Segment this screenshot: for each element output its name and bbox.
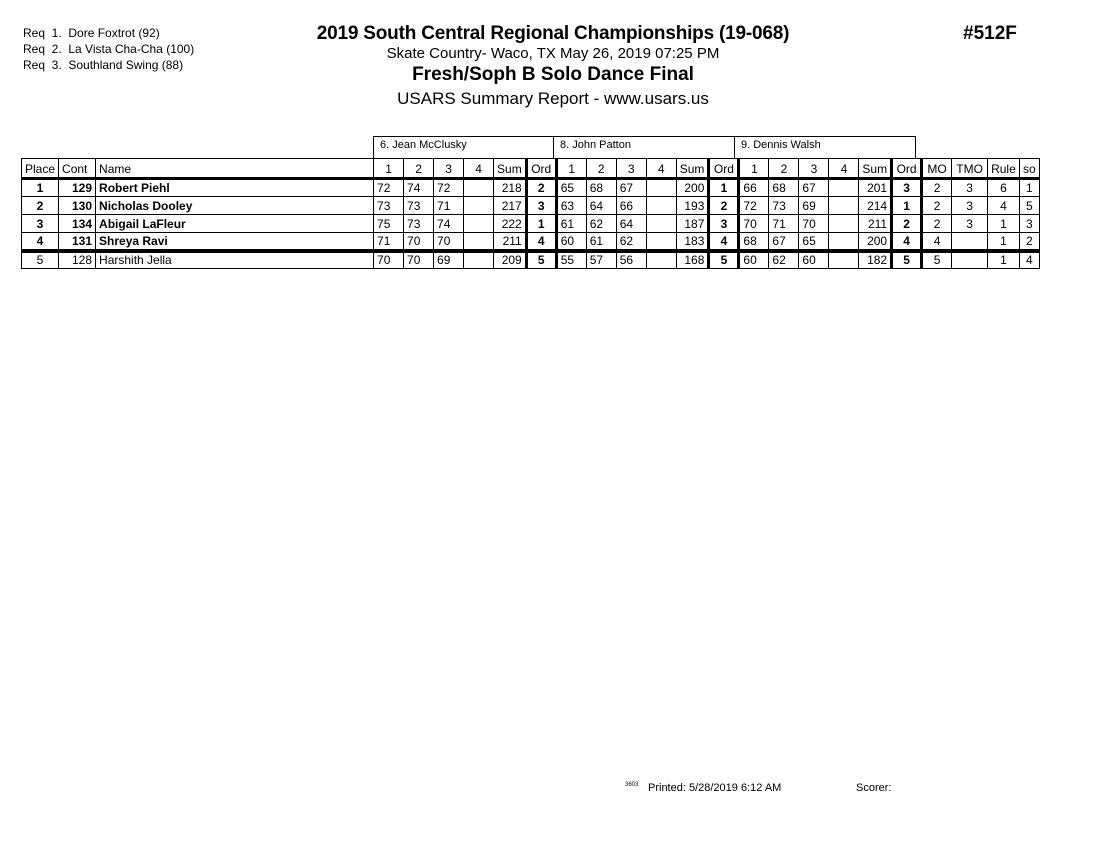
rule-cell: 1 [988,233,1020,251]
col-name: Name [96,159,374,179]
judge1-sum: 222 [494,215,527,233]
judge1-score2: 74 [404,179,434,197]
so-cell: 2 [1019,233,1039,251]
judge1-ordinal: 4 [526,233,556,251]
judge1-score2: 70 [404,251,434,269]
judge3-score4 [829,233,859,251]
judge1-score1: 72 [374,179,404,197]
judge2-sum: 183 [676,233,709,251]
col-rule: Rule [988,159,1020,179]
col-j2-s2: 2 [586,159,616,179]
judge1-score2: 73 [404,197,434,215]
col-place: Place [22,159,59,179]
judge-header-1: 6. Jean McClusky [373,136,554,158]
judge1-score3: 74 [434,215,464,233]
report-title: USARS Summary Report - www.usars.us [397,89,709,108]
judge1-score2: 73 [404,215,434,233]
tmo-cell: 3 [952,197,988,215]
judge2-ordinal: 4 [709,233,739,251]
judge1-sum: 209 [494,251,527,269]
judge2-score3: 56 [616,251,646,269]
judge1-ordinal: 2 [526,179,556,197]
judge2-sum: 168 [676,251,709,269]
mo-cell: 2 [922,215,952,233]
judge3-score3: 65 [799,233,829,251]
judge3-score1: 72 [739,197,769,215]
cont-cell: 131 [59,233,96,251]
judge2-score2: 57 [586,251,616,269]
col-j2-sum: Sum [676,159,709,179]
col-j2-s4: 4 [646,159,676,179]
judge1-sum: 211 [494,233,527,251]
col-mo: MO [922,159,952,179]
judge1-ordinal: 5 [526,251,556,269]
judge3-ordinal: 5 [892,251,922,269]
judge1-score3: 72 [434,179,464,197]
judge1-score1: 73 [374,197,404,215]
judge1-score4 [464,251,494,269]
place-cell: 4 [22,233,59,251]
cont-cell: 129 [59,179,96,197]
judge3-score4 [829,251,859,269]
skater-name: Abigail LaFleur [96,215,374,233]
judge3-score2: 71 [769,215,799,233]
col-so: so [1019,159,1039,179]
judge1-sum: 218 [494,179,527,197]
judge2-score1: 61 [556,215,586,233]
judge3-sum: 200 [859,233,892,251]
judge1-score3: 69 [434,251,464,269]
judge2-score3: 67 [616,179,646,197]
rule-cell: 6 [988,179,1020,197]
printed-timestamp: Printed: 5/28/2019 6:12 AM [648,782,782,794]
judge1-score3: 70 [434,233,464,251]
judge1-score1: 70 [374,251,404,269]
judge3-sum: 182 [859,251,892,269]
judge2-ordinal: 2 [709,197,739,215]
col-j1-s3: 3 [434,159,464,179]
judge3-score1: 60 [739,251,769,269]
cont-cell: 128 [59,251,96,269]
judge3-score2: 67 [769,233,799,251]
judge3-sum: 201 [859,179,892,197]
skater-name: Nicholas Dooley [96,197,374,215]
judge3-score2: 62 [769,251,799,269]
place-cell: 5 [22,251,59,269]
competition-title: 2019 South Central Regional Championships (19-068) [316,23,790,44]
results-table [21,158,1040,269]
requirement-2: Req 2. La Vista Cha-Cha (100) [23,42,195,56]
judge2-score1: 60 [556,233,586,251]
col-tmo: TMO [952,159,988,179]
rule-cell: 1 [988,251,1020,269]
table-row [22,179,1040,197]
judge1-ordinal: 3 [526,197,556,215]
tmo-cell: 3 [952,179,988,197]
col-j1-s1: 1 [374,159,404,179]
judge3-ordinal: 1 [892,197,922,215]
judge2-score4 [646,179,676,197]
judge3-score3: 70 [799,215,829,233]
judge2-score1: 63 [556,197,586,215]
rule-cell: 1 [988,215,1020,233]
judge1-score2: 70 [404,233,434,251]
judge3-score4 [829,197,859,215]
mo-cell: 4 [922,233,952,251]
col-j1-s2: 2 [404,159,434,179]
col-cont: Cont [59,159,96,179]
mo-cell: 5 [922,251,952,269]
cont-cell: 134 [59,215,96,233]
judge1-score1: 75 [374,215,404,233]
judge2-score4 [646,233,676,251]
judge2-score4 [646,215,676,233]
scorer-label: Scorer: [856,782,892,794]
skater-name: Robert Piehl [96,179,374,197]
judge3-score1: 66 [739,179,769,197]
table-row [22,233,1040,251]
judge2-sum: 193 [676,197,709,215]
judge2-ordinal: 1 [709,179,739,197]
judge2-score2: 64 [586,197,616,215]
judge3-score2: 73 [769,197,799,215]
col-j1-s4: 4 [464,159,494,179]
judge-header-3: 9. Dennis Walsh [734,136,916,158]
judge2-score2: 61 [586,233,616,251]
venue-date: Skate Country- Waco, TX May 26, 2019 07:25 PM [386,45,720,62]
so-cell: 5 [1019,197,1039,215]
col-j3-sum: Sum [859,159,892,179]
judge2-score1: 55 [556,251,586,269]
cont-cell: 130 [59,197,96,215]
skater-name: Shreya Ravi [96,233,374,251]
col-j2-s3: 3 [616,159,646,179]
judge3-score4 [829,179,859,197]
requirements-list [23,25,194,73]
judge2-score4 [646,197,676,215]
col-j3-s2: 2 [769,159,799,179]
judge2-score4 [646,251,676,269]
place-cell: 2 [22,197,59,215]
table-row [22,251,1040,269]
so-cell: 4 [1019,251,1039,269]
judge2-sum: 187 [676,215,709,233]
mo-cell: 2 [922,197,952,215]
so-cell: 1 [1019,179,1039,197]
judge3-score3: 60 [799,251,829,269]
judge1-score4 [464,215,494,233]
judge1-score4 [464,197,494,215]
judge2-ordinal: 5 [709,251,739,269]
judge3-ordinal: 3 [892,179,922,197]
judge3-score4 [829,215,859,233]
table-row [22,197,1040,215]
requirement-3: Req 3. Southland Swing (88) [23,58,184,72]
col-j1-sum: Sum [494,159,527,179]
event-title: Fresh/Soph B Solo Dance Final [412,64,694,85]
judge3-ordinal: 4 [892,233,922,251]
judge1-ordinal: 1 [526,215,556,233]
judge1-score1: 71 [374,233,404,251]
requirement-1: Req 1. Dore Foxtrot (92) [23,26,160,40]
tmo-cell [952,233,988,251]
judge3-score3: 67 [799,179,829,197]
so-cell: 3 [1019,215,1039,233]
judge1-score4 [464,233,494,251]
tmo-cell: 3 [952,215,988,233]
col-j3-ord: Ord [892,159,922,179]
col-j1-ord: Ord [526,159,556,179]
judge2-score3: 62 [616,233,646,251]
judge3-score1: 70 [739,215,769,233]
rule-cell: 4 [988,197,1020,215]
judge1-score4 [464,179,494,197]
col-j2-s1: 1 [556,159,586,179]
col-j3-s4: 4 [829,159,859,179]
report-code: 3603 [625,782,639,788]
place-cell: 1 [22,179,59,197]
table-header-row [22,159,1040,179]
judge3-sum: 214 [859,197,892,215]
judge2-ordinal: 3 [709,215,739,233]
judge3-sum: 211 [859,215,892,233]
col-j2-ord: Ord [709,159,739,179]
judge3-ordinal: 2 [892,215,922,233]
judge3-score1: 68 [739,233,769,251]
judge-header-2: 8. John Patton [553,136,735,158]
judge2-score2: 68 [586,179,616,197]
table-row [22,215,1040,233]
judge2-score3: 64 [616,215,646,233]
judge2-sum: 200 [676,179,709,197]
skater-name: Harshith Jella [96,251,374,269]
judge2-score1: 65 [556,179,586,197]
judge2-score2: 62 [586,215,616,233]
mo-cell: 2 [922,179,952,197]
judge3-score3: 69 [799,197,829,215]
event-number: #512F [963,23,1017,44]
col-j3-s1: 1 [739,159,769,179]
judge3-score2: 68 [769,179,799,197]
col-j3-s3: 3 [799,159,829,179]
judge1-sum: 217 [494,197,527,215]
judge1-score3: 71 [434,197,464,215]
place-cell: 3 [22,215,59,233]
tmo-cell [952,251,988,269]
judge2-score3: 66 [616,197,646,215]
